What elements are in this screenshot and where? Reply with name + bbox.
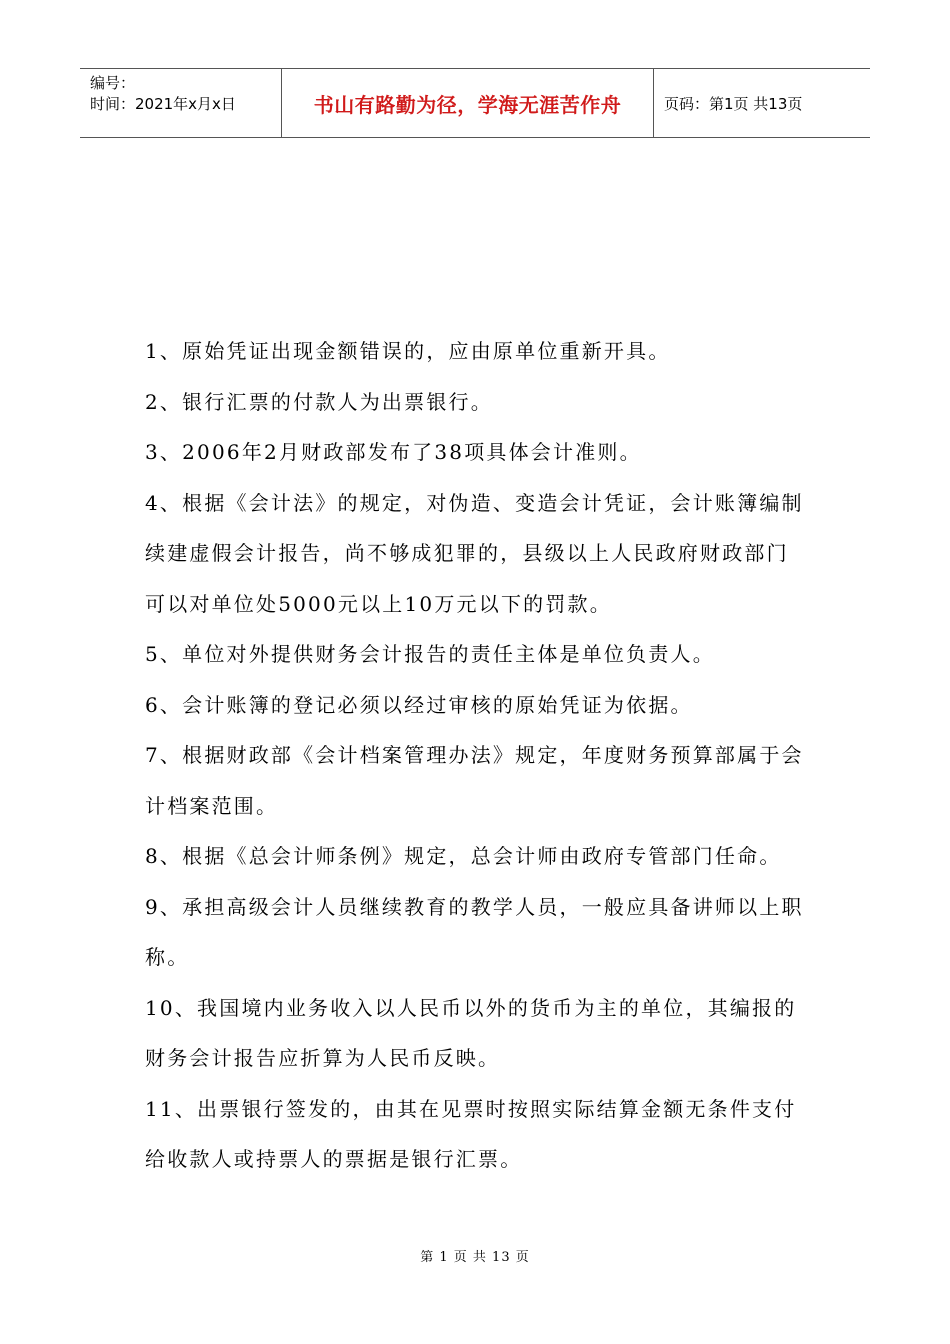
document-number-label: 编号： xyxy=(90,74,136,92)
paragraph-5: 5、单位对外提供财务会计报告的责任主体是单位负责人。 xyxy=(145,642,715,666)
page-footer: 第 1 页 共 13 页 xyxy=(420,1250,530,1265)
page-header xyxy=(80,68,870,138)
header-meta xyxy=(80,69,282,137)
header-motto: 书山有路勤为径，学海无涯苦作舟 xyxy=(282,69,654,137)
paragraph-4: 4、根据《会计法》的规定，对伪造、变造会计凭证，会计账簿编制续建虚假会计报告，尚不够成犯罪的，县级以上人民政府财政部门可以对单位处5000元以上10万元以下的罚款。 xyxy=(145,490,804,616)
paragraph-9: 9、承担高级会计人员继续教育的教学人员，一般应具备讲师以上职称。 xyxy=(145,894,804,969)
paragraph-11: 11、出票银行签发的，由其在见票时按照实际结算金额无条件支付给收款人或持票人的票据是银行汇票。 xyxy=(145,1096,797,1171)
paragraph-10: 10、我国境内业务收入以人民币以外的货币为主的单位，其编报的财务会计报告应折算为人民币反映。 xyxy=(145,995,797,1070)
paragraph-7: 7、根据财政部《会计档案管理办法》规定，年度财务预算部属于会计档案范围。 xyxy=(145,743,804,818)
paragraph-6: 6、会计账簿的登记必须以经过审核的原始凭证为依据。 xyxy=(145,692,693,717)
document-time: 时间：2021年x月x日 xyxy=(90,95,236,113)
document-body xyxy=(145,326,810,1185)
paragraph-2: 2、银行汇票的付款人为出票银行。 xyxy=(145,389,493,414)
header-page-info: 页码：第1页 共13页 xyxy=(664,94,803,113)
paragraph-3: 3、2006年2月财政部发布了38项具体会计准则。 xyxy=(145,440,642,464)
paragraph-8: 8、根据《总会计师条例》规定，总会计师由政府专管部门任命。 xyxy=(145,844,782,868)
paragraph-1: 1、原始凭证出现金额错误的，应由原单位重新开具。 xyxy=(145,339,671,363)
